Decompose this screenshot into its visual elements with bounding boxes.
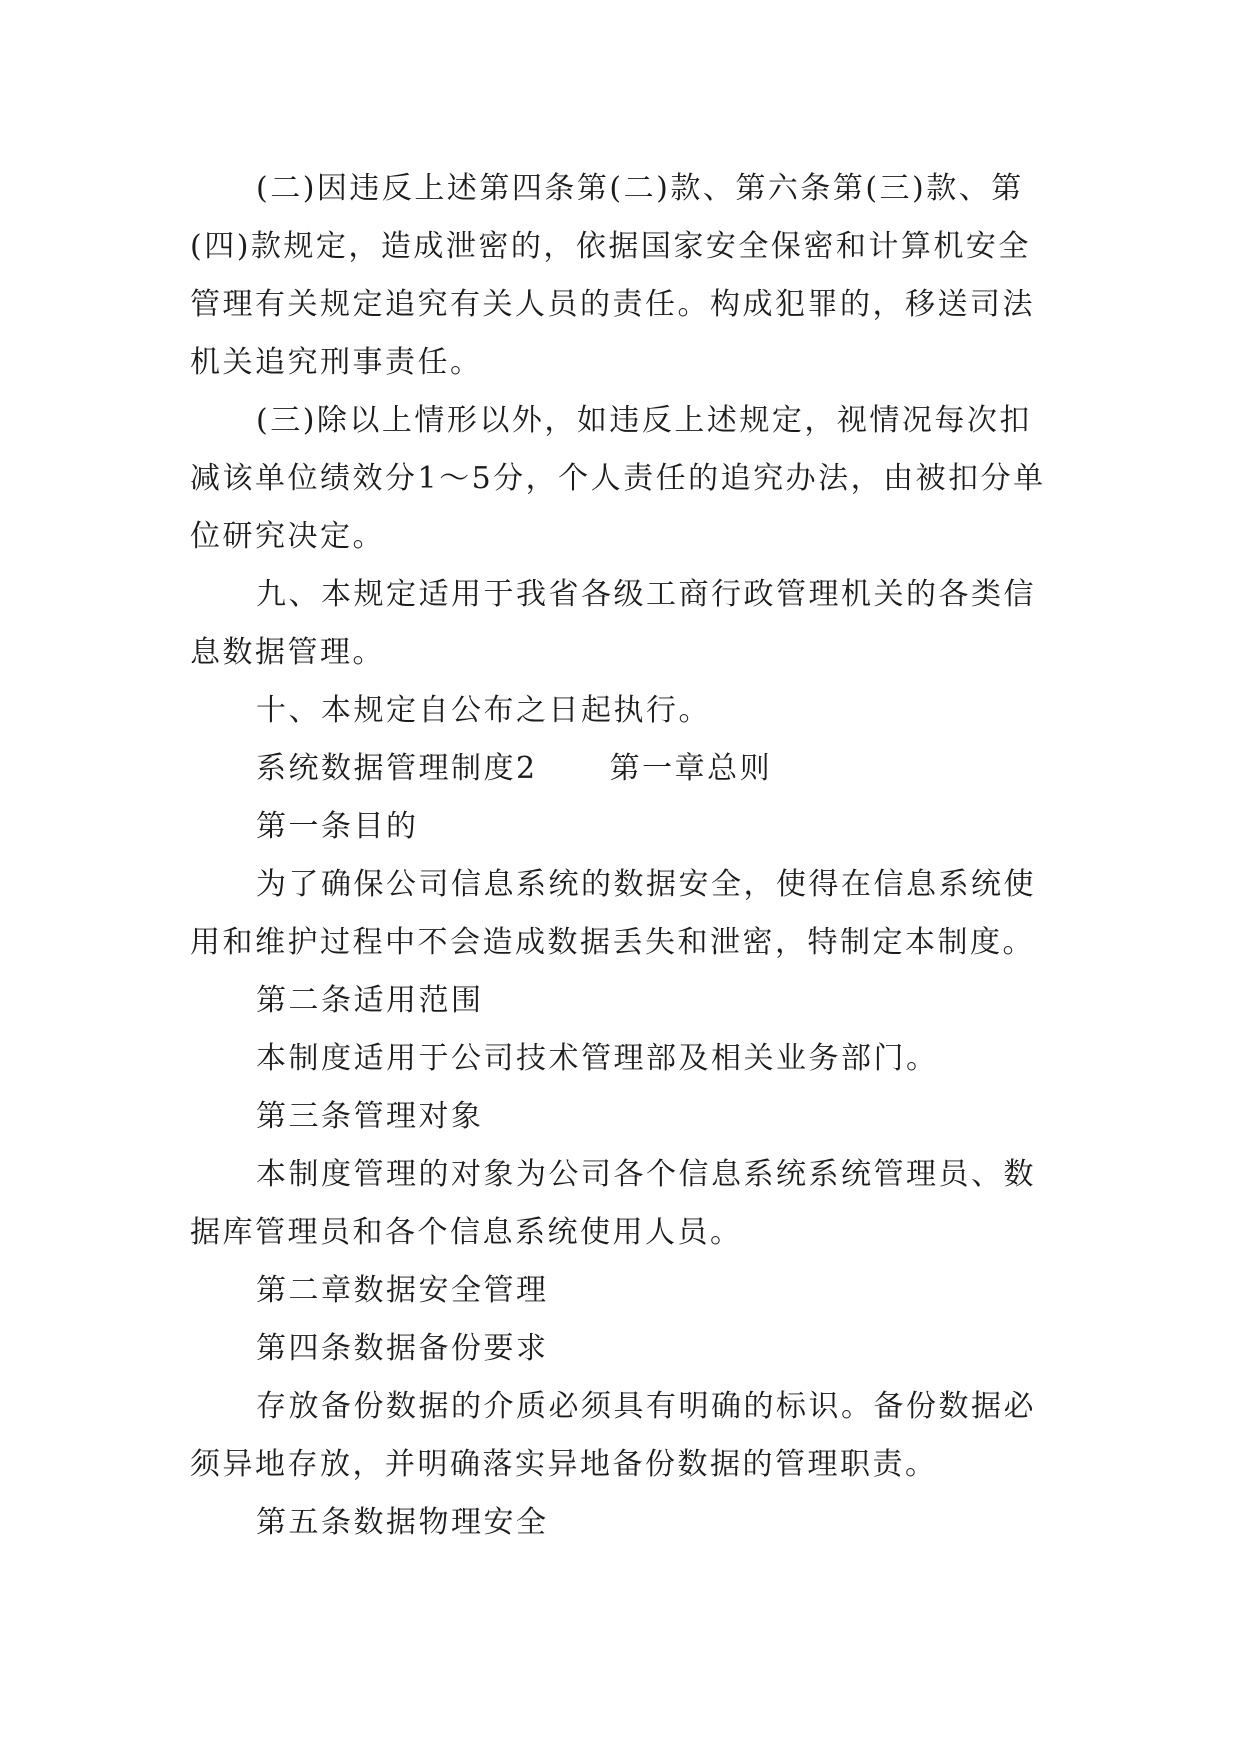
section-title: 系统数据管理制度2	[256, 751, 538, 786]
article-4-heading: 第四条数据备份要求	[256, 1331, 549, 1366]
paragraph-penalty-3: (三)除以上情形以外，如违反上述规定，视情况每次扣减该单位绩效分1～5分，个人责任的追究办法，由被扣分单位研究决定。	[190, 403, 1046, 554]
document-body	[190, 160, 1052, 1552]
article-2-heading: 第二条适用范围	[256, 983, 484, 1018]
article-3-heading: 第三条管理对象	[256, 1099, 484, 1134]
chapter-2-heading: 第二章数据安全管理	[256, 1273, 549, 1308]
article-1-heading: 第一条目的	[256, 809, 419, 844]
article-5-heading: 第五条数据物理安全	[256, 1505, 549, 1540]
article-2-text: 本制度适用于公司技术管理部及相关业务部门。	[256, 1041, 939, 1076]
article-1-text: 为了确保公司信息系统的数据安全，使得在信息系统使用和维护过程中不会造成数据丢失和泄密，特制定本制度。	[190, 867, 1036, 960]
chapter-title: 第一章总则	[609, 751, 773, 786]
article-3-text: 本制度管理的对象为公司各个信息系统系统管理员、数据库管理员和各个信息系统使用人员。	[190, 1157, 1036, 1250]
paragraph-penalty-2: (二)因违反上述第四条第(二)款、第六条第(三)款、第(四)款规定，造成泄密的，依据国家安全保密和计算机安全管理有关规定追究有关人员的责任。构成犯罪的，移送司法机关追究刑事责任。	[190, 171, 1035, 380]
paragraph-article-9: 九、本规定适用于我省各级工商行政管理机关的各类信息数据管理。	[190, 577, 1036, 670]
paragraph-article-10: 十、本规定自公布之日起执行。	[256, 693, 711, 728]
article-4-text: 存放备份数据的介质必须具有明确的标识。备份数据必须异地存放，并明确落实异地备份数据的管理职责。	[190, 1389, 1036, 1482]
section-heading	[190, 740, 1052, 798]
